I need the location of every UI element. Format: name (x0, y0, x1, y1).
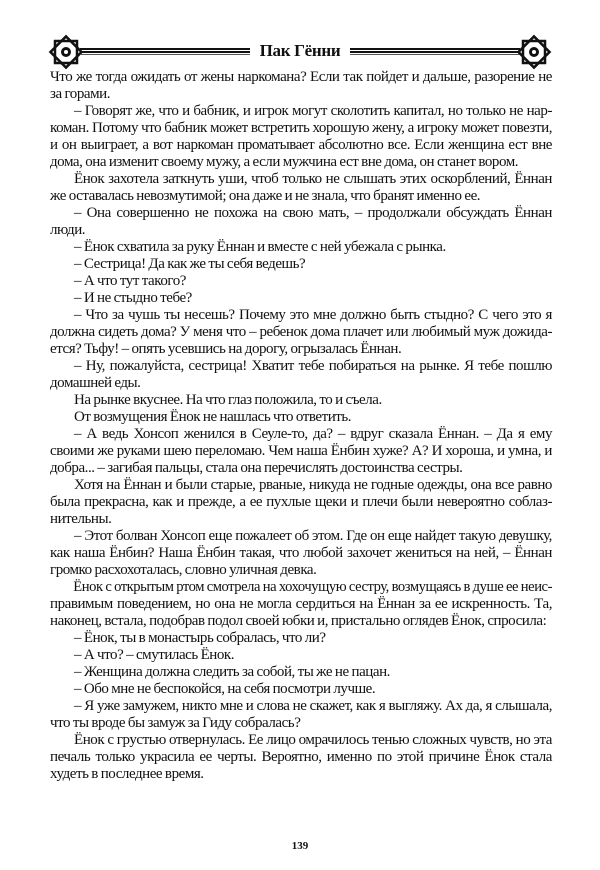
paragraph (50, 103, 552, 171)
text-line: печаль только украсила ее черты. Вероятно, именно по этой причине Ёнок стала (50, 749, 552, 765)
text-line: своими же руками шею переломаю. Чем наша Ёнбин хуже? А? И хороша, и умна, и (50, 443, 552, 459)
text-line: домашней еды. (50, 375, 141, 391)
paragraph (50, 664, 552, 681)
text-line: Ёнок захотела заткнуть уши, чтоб только не слышать этих оскорблений, Ённан (74, 171, 552, 187)
text-line: Что же тогда ожидать от жены наркомана? Если так пойдет и дальше, разорение не (50, 69, 552, 85)
text-line: была прекрасна, как и прежде, а ее пухлые щеки и плечи были невероятно соблаз- (50, 494, 552, 510)
text-line: как наша Ёнбин? Наша Ёнбин такая, что любой захочет жениться на ней, – Ённан (50, 545, 552, 561)
text-line: худеть в последнее время. (50, 766, 204, 782)
paragraph (50, 256, 552, 273)
text-line: – Что за чушь ты несешь? Почему это мне должно быть стыдно? С чего это я (74, 307, 552, 323)
paragraph (50, 307, 552, 358)
text-line: должна сидеть дома? У меня что – ребенок дома плачет или любимый муж дожида- (50, 324, 552, 340)
paragraph (50, 477, 552, 528)
paragraph (50, 426, 552, 477)
paragraph (50, 409, 552, 426)
paragraph (50, 732, 552, 783)
text-line: На рынке вкуснее. На что глаз положила, то и съела. (74, 392, 382, 408)
text-line: – Ёнок схватила за руку Ённан и вместе с ней убежала с рынка. (74, 239, 446, 255)
text-line: – Она совершенно не похожа на свою мать, – продолжали обсуждать Ённан (74, 205, 552, 221)
text-line: и он выиграет, а вот наркоман проматывает абсолютно все. Если женщина ест вне (50, 137, 552, 153)
text-line: – А что тут такого? (74, 273, 186, 289)
paragraph (50, 392, 552, 409)
page-header-title: Пак Гённи (259, 41, 341, 60)
text-line: – И не стыдно тебе? (74, 290, 192, 306)
text-line: ется? Тьфу! – опять усевшись на дорогу, огрызалась Ённан. (50, 341, 402, 357)
paragraph (50, 171, 552, 205)
text-line: – Женщина должна следить за собой, ты же не пацан. (74, 664, 390, 680)
paragraph (50, 579, 552, 630)
paragraph (50, 358, 552, 392)
text-line: Ёнок с открытым ртом смотрела на хохочущую сестру, возмущаясь в душе ее неис- (73, 579, 552, 595)
text-line: – Этот болван Хонсоп еще пожалеет об этом. Где он еще найдет такую девушку, (74, 528, 552, 544)
text-line: – Ну, пожалуйста, сестрица! Хватит тебе побираться на рынке. Я тебе пошлю (74, 358, 552, 374)
paragraph (50, 528, 552, 579)
text-line: за горами. (50, 86, 111, 102)
text-line: громко расхохоталась, словно уличная девка. (50, 562, 317, 578)
page-number: 139 (291, 840, 309, 852)
text-line: что ты вроде бы замуж за Гиду собралась? (50, 715, 301, 731)
paragraph (50, 647, 552, 664)
text-line: правимым поведением, но она не могла сердиться на Ённан за ее искренность. Та, (50, 596, 552, 612)
paragraph (50, 681, 552, 698)
text-line: От возмущения Ёнок не нашлась что ответить. (74, 409, 352, 425)
text-line: – Обо мне не беспокойся, на себя посмотри лучше. (74, 681, 376, 697)
text-line: добра... – загибая пальцы, стала она перечислять достоинства сестры. (50, 460, 463, 476)
paragraph (50, 205, 552, 239)
text-line: же оставалась невозмутимой; она даже и не знала, что бранят именно ее. (50, 188, 481, 204)
paragraph (50, 239, 552, 256)
text-line: – А ведь Хонсоп женился в Сеуле-то, да? – вдруг сказала Ённан. – Да я ему (74, 426, 552, 442)
running-header (40, 34, 560, 70)
text-line: нительны. (50, 511, 112, 527)
paragraph (50, 630, 552, 647)
text-line: люди. (50, 222, 86, 238)
paragraph (50, 290, 552, 307)
paragraph (50, 69, 552, 103)
text-line: наконец, встала, подобрав подол своей юбки и, пристально оглядев Ёнок, спросила: (50, 613, 547, 629)
text-line: – Сестрица! Да как же ты себя ведешь? (74, 256, 306, 272)
text-line: Хотя на Ённан и были старые, рваные, никуда не годные одежды, она все равно (74, 477, 552, 493)
ornament-icon (516, 34, 552, 70)
text-line: дома, она изменит своему мужу, а если мужчина ест вне дома, он станет вором. (50, 154, 519, 170)
text-line: – Я уже замужем, никто мне и слова не скажет, как я выгляжу. Ах да, я слышала, (74, 698, 552, 714)
text-line: коман. Потому что бабник может встретить хорошую жену, а игроку может повезти, (50, 120, 552, 136)
paragraph (50, 698, 552, 732)
text-line: – Ёнок, ты в монастырь собралась, что ли? (74, 630, 326, 646)
text-line: Ёнок с грустью отвернулась. Ее лицо омрачилось тенью сложных чувств, но эта (74, 732, 552, 748)
page-body-text (50, 69, 552, 783)
text-line: – А что? – смутилась Ёнок. (74, 647, 235, 663)
header-rule-right (350, 48, 520, 56)
paragraph (50, 273, 552, 290)
text-line: – Говорят же, что и бабник, и игрок могут сколотить капитал, но только не нар- (74, 103, 552, 119)
